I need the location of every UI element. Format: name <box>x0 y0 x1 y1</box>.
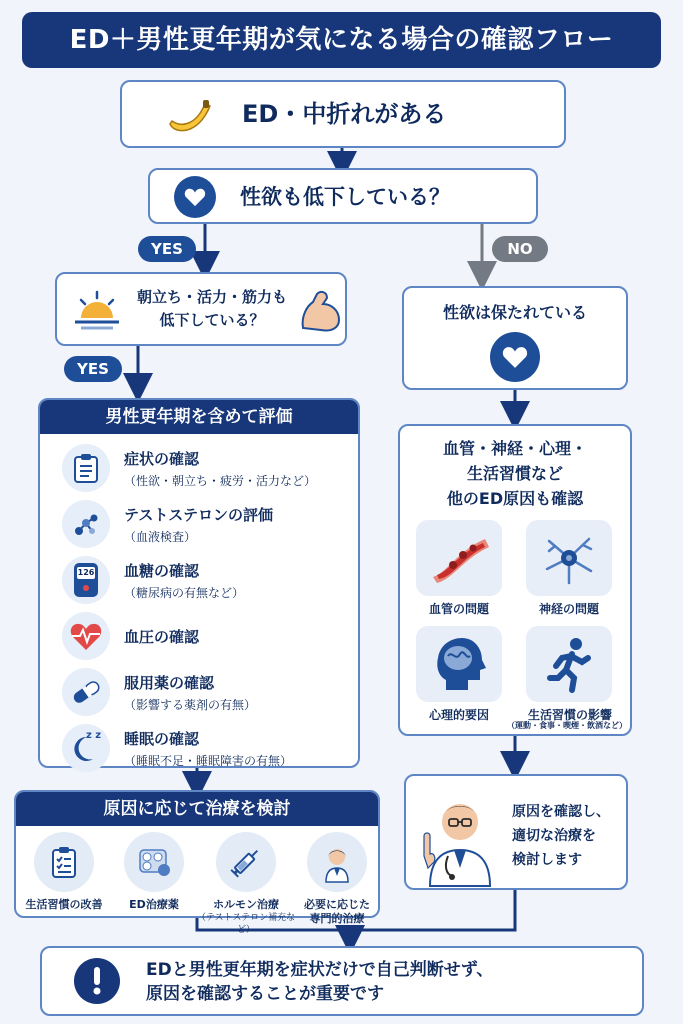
sunrise-icon <box>71 288 123 332</box>
heart-icon-2 <box>490 332 540 382</box>
yes-pill-2: YES <box>64 356 122 382</box>
treat-item-hormone <box>196 832 296 936</box>
eval-item-title: 睡眠の確認 <box>124 729 200 748</box>
footer-line1: EDと男性更年期を症状だけで自己判断せず、 <box>146 960 494 980</box>
treatment-box <box>14 790 380 935</box>
treat-label: 必要に応じた <box>304 898 370 911</box>
neuron-icon <box>526 520 612 596</box>
tile-label-psych: 心理的要因 <box>428 708 489 722</box>
glucose-meter-icon <box>62 556 110 604</box>
doctor-line2: 適切な治療を <box>512 828 596 844</box>
tile-label-lifestyle: 生活習慣の影響 <box>527 708 612 722</box>
eval-item-sub: （血液検査） <box>124 529 197 544</box>
eval-item-title: 症状の確認 <box>124 449 200 468</box>
heartbeat-icon <box>62 612 110 660</box>
step-libido-box <box>148 168 538 224</box>
meter-reading: 126 <box>77 568 95 577</box>
step-ed-box <box>120 80 566 148</box>
syringe-icon <box>216 832 276 892</box>
eval-item-title: テストステロンの評価 <box>124 505 273 524</box>
tile-sub-lifestyle: （運動・食事・喫煙・飲酒など） <box>507 721 627 730</box>
doctor-line1: 原因を確認し、 <box>512 804 610 820</box>
exclamation-icon <box>74 958 120 1004</box>
moon-icon <box>62 724 110 772</box>
eval-item-sub: （影響する薬剤の有無） <box>124 697 257 712</box>
step3-line2: 低下している？ <box>159 311 265 329</box>
doctor-box <box>404 774 628 890</box>
eval-item-symptoms <box>62 440 352 496</box>
eval-item-title: 服用薬の確認 <box>124 673 215 692</box>
other-line1: 血管・神経・心理・ <box>442 439 587 458</box>
runner-icon <box>526 626 612 702</box>
yes-pill-1: YES <box>138 236 196 262</box>
other-causes-box <box>398 424 632 736</box>
treat-label-2: 専門的治療 <box>309 912 365 925</box>
eval-item-sub: （性欲・朝立ち・疲労・活力など） <box>124 473 317 488</box>
no-box-label: 性欲は保たれている <box>442 303 587 322</box>
treat-item-specialist <box>294 832 380 926</box>
step2-label: 性欲も低下している？ <box>240 185 450 209</box>
treat-label: 生活習慣の改善 <box>25 898 103 911</box>
treat-label: ホルモン治療 <box>213 898 279 911</box>
tile-label-vessel: 血管の問題 <box>428 602 489 616</box>
doctor-line3: 検討します <box>512 852 582 868</box>
molecule-icon <box>62 500 110 548</box>
blood-vessel-icon <box>416 520 502 596</box>
checklist-icon <box>34 832 94 892</box>
page-title: ED＋男性更年期が気になる場合の確認フロー <box>22 12 661 68</box>
treat-sub: （テストステロン補充など） <box>196 913 296 935</box>
treat-item-ed-drug <box>110 832 198 912</box>
eval-item-sub: （糖尿病の有無など） <box>124 585 245 600</box>
footer-line2: 原因を確認することが重要です <box>146 984 384 1004</box>
other-line3: 他のED原因も確認 <box>446 489 584 508</box>
eval-item-medication <box>62 664 352 720</box>
step-morning-box <box>55 272 347 346</box>
libido-maintained-box <box>402 286 628 390</box>
step3-line1: 朝立ち・活力・筋力も <box>136 288 287 306</box>
evaluation-box <box>38 398 360 768</box>
eval-item-glucose <box>62 552 352 608</box>
doctor-woman-icon <box>307 832 367 892</box>
treat-label: ED治療薬 <box>129 898 179 911</box>
eval-item-sleep <box>62 720 352 776</box>
eval-item-title: 血糖の確認 <box>124 561 200 580</box>
doctor-icon <box>416 784 500 886</box>
evaluation-header: 男性更年期を含めて評価 <box>40 400 358 434</box>
heart-icon <box>174 176 216 218</box>
step1-label: ED・中折れがある <box>242 100 447 128</box>
treat-item-lifestyle <box>20 832 108 912</box>
eval-item-sub: （睡眠不足・睡眠障害の有無） <box>124 753 293 768</box>
eval-item-title: 血圧の確認 <box>124 627 200 646</box>
capsule-icon <box>62 668 110 716</box>
eval-item-blood-pressure <box>62 608 352 664</box>
zz-text: z z <box>86 730 102 741</box>
treatment-header: 原因に応じて治療を検討 <box>16 792 378 826</box>
brain-head-icon <box>416 626 502 702</box>
tile-label-nerve: 神経の問題 <box>538 602 599 616</box>
eval-item-testosterone <box>62 496 352 552</box>
footer-box <box>40 946 644 1016</box>
pills-icon <box>124 832 184 892</box>
muscle-arm-icon <box>297 288 343 334</box>
other-line2: 生活習慣など <box>466 464 563 483</box>
clipboard-icon <box>62 444 110 492</box>
no-pill: NO <box>492 236 548 262</box>
banana-icon <box>164 94 214 138</box>
